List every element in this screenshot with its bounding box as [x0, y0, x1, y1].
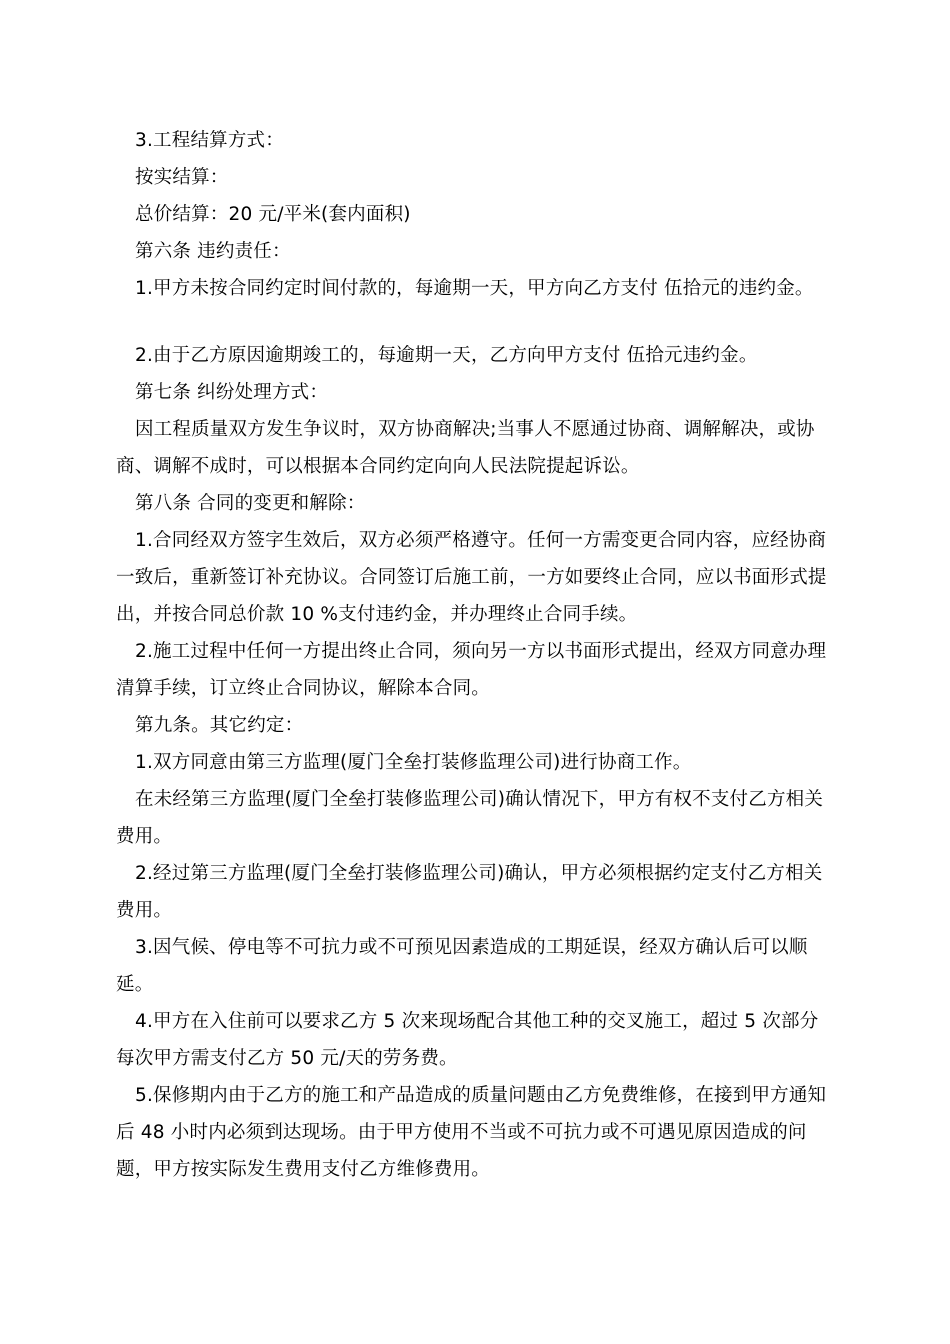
article-nine-clause-3: 3.因气候、停电等不可抗力或不可预见因素造成的工期延误，经双方确认后可以顺延。 [116, 937, 808, 995]
article-six-clause-1: 1.甲方未按合同约定时间付款的，每逾期一天，甲方向乙方支付 伍拾元的违约金。 [135, 278, 814, 299]
article-nine-clause-1: 1.双方同意由第三方监理(厦门全垒打装修监理公司)进行协商工作。 [135, 752, 692, 773]
article-nine-clause-4: 4.甲方在入住前可以要求乙方 5 次来现场配合其他工种的交叉施工，超过 5 次部分每次甲方需支付乙方 50 元/天的劳务费。 [116, 1011, 819, 1069]
article-nine-clause-5: 5.保修期内由于乙方的施工和产品造成的质量问题由乙方免费维修，在接到甲方通知后 48 小时内必须到达现场。由于甲方使用不当或不可抗力或不可遇见原因造成的问题，甲方按实际发生费用支付乙方维修费用。 [116, 1085, 827, 1180]
article-nine-heading: 第九条。其它约定： [135, 715, 304, 736]
article-seven-body: 因工程质量双方发生争议时，双方协商解决;当事人不愿通过协商、调解解决，或协商、调解不成时，可以根据本合同约定向向人民法院提起诉讼。 [116, 419, 815, 477]
article-eight-clause-2: 2.施工过程中任何一方提出终止合同，须向另一方以书面形式提出，经双方同意办理清算手续，订立终止合同协议，解除本合同。 [116, 641, 827, 699]
article-eight-clause-1: 1.合同经双方签字生效后，双方必须严格遵守。任何一方需变更合同内容，应经协商一致后，重新签订补充协议。合同签订后施工前，一方如要终止合同，应以书面形式提出，并按合同总价款 10 %支付违约金，并办理终止合同手续。 [116, 530, 827, 625]
article-eight-heading: 第八条 合同的变更和解除： [135, 493, 366, 514]
article-six-clause-2: 2.由于乙方原因逾期竣工的，每逾期一天，乙方向甲方支付 伍拾元违约金。 [135, 345, 758, 366]
settlement-actual: 按实结算： [135, 167, 229, 188]
paragraph-gap [116, 307, 836, 337]
article-nine-clause-1-continued: 在未经第三方监理(厦门全垒打装修监理公司)确认情况下，甲方有权不支付乙方相关费用。 [116, 789, 824, 847]
article-six-heading: 第六条 违约责任： [135, 241, 291, 262]
article-seven-heading: 第七条 纠纷处理方式： [135, 382, 329, 403]
settlement-method-heading: 3.工程结算方式： [135, 130, 284, 151]
document-body [116, 122, 836, 1188]
settlement-total-price: 总价结算：20 元/平米(套内面积) [135, 204, 411, 225]
article-nine-clause-2: 2.经过第三方监理(厦门全垒打装修监理公司)确认，甲方必须根据约定支付乙方相关费用。 [116, 863, 823, 921]
